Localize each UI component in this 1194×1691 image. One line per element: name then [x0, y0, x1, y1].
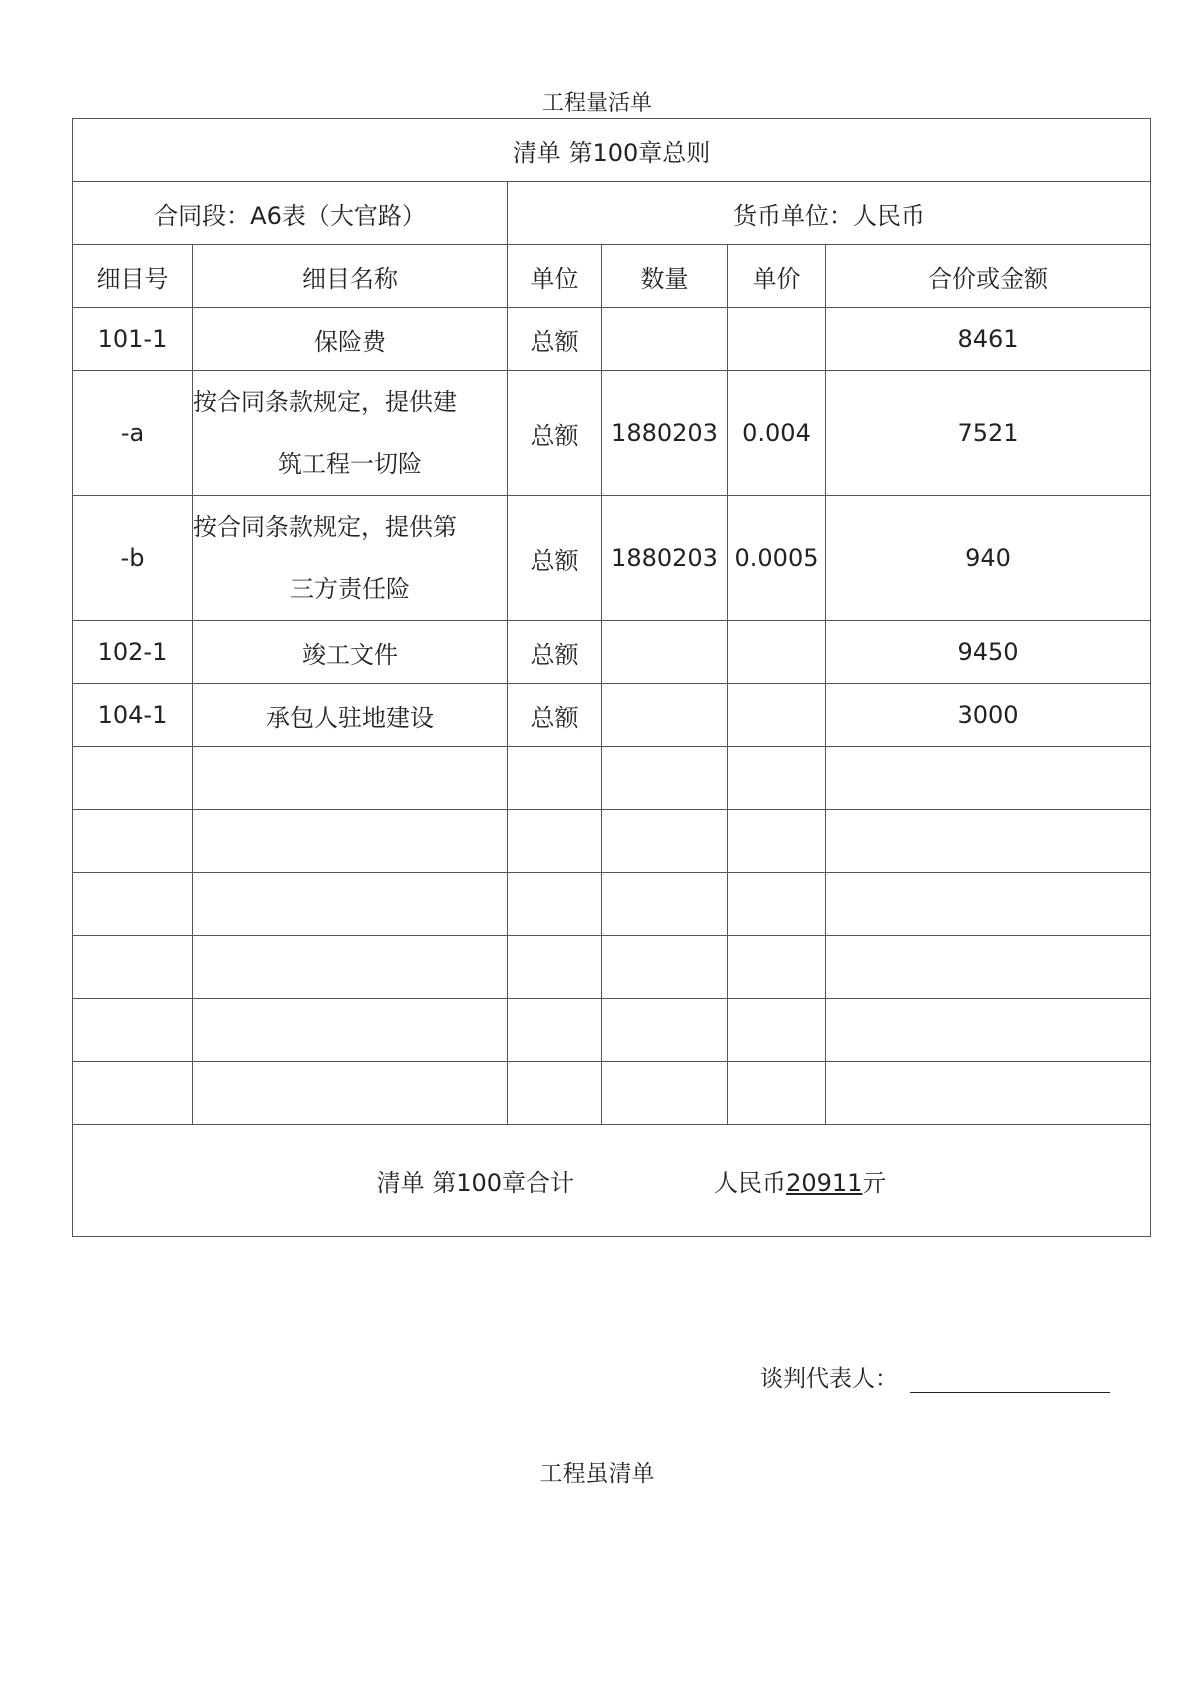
- currency-unit: 货币单位：人民币: [508, 182, 1151, 245]
- representative-signature: [760, 1360, 1110, 1393]
- item-name: 保险费: [193, 308, 508, 371]
- total-suffix: 亓: [862, 1169, 887, 1197]
- item-name: 承包人驻地建设: [193, 684, 508, 747]
- header-unit: 单位: [508, 245, 602, 308]
- total-prefix: 人民币: [714, 1169, 787, 1197]
- table-row: [73, 496, 1151, 621]
- empty-row: [73, 873, 1151, 936]
- empty-row: [73, 747, 1151, 810]
- item-unit: 总额: [508, 684, 602, 747]
- item-amount: 8461: [826, 308, 1151, 371]
- item-unit: 总额: [508, 371, 602, 496]
- item-name: [193, 371, 508, 496]
- meta-row: [73, 182, 1151, 245]
- header-unit-price: 单价: [728, 245, 826, 308]
- table-title-row: [73, 119, 1151, 182]
- item-quantity: 1880203: [602, 496, 728, 621]
- header-row: [73, 245, 1151, 308]
- document-title: 工程量活单: [541, 91, 652, 116]
- item-no: 101-1: [73, 308, 193, 371]
- contract-segment: 合同段：A6表（大官路）: [73, 182, 508, 245]
- item-unit-price: 0.0005: [728, 496, 826, 621]
- item-quantity: [602, 308, 728, 371]
- footer-title: 工程虽清单: [539, 1461, 655, 1487]
- header-quantity: 数量: [602, 245, 728, 308]
- item-name: [193, 496, 508, 621]
- table-row: [73, 621, 1151, 684]
- item-unit: 总额: [508, 496, 602, 621]
- item-no: 104-1: [73, 684, 193, 747]
- total-row: [73, 1125, 1151, 1237]
- item-amount: 7521: [826, 371, 1151, 496]
- table-row: [73, 308, 1151, 371]
- item-unit-price: [728, 684, 826, 747]
- item-amount: 3000: [826, 684, 1151, 747]
- total-amount: 20911: [786, 1169, 863, 1197]
- header-amount: 合价或金额: [826, 245, 1151, 308]
- item-no: 102-1: [73, 621, 193, 684]
- header-item-no: 细目号: [73, 245, 193, 308]
- item-quantity: 1880203: [602, 371, 728, 496]
- item-quantity: [602, 684, 728, 747]
- item-no: -a: [73, 371, 193, 496]
- item-amount: 940: [826, 496, 1151, 621]
- item-name-line-1: 按合同条款规定，提供建: [193, 388, 457, 416]
- item-no: -b: [73, 496, 193, 621]
- bill-of-quantities-table: [72, 118, 1151, 1237]
- item-unit-price: [728, 308, 826, 371]
- table-title: 清单 第100章总则: [73, 119, 1151, 182]
- item-name-line-2: 筑工程一切险: [278, 450, 422, 478]
- item-name: 竣工文件: [193, 621, 508, 684]
- table-row: [73, 684, 1151, 747]
- total-label: 清单 第100章合计: [376, 1169, 575, 1197]
- item-unit: 总额: [508, 621, 602, 684]
- table-row: [73, 371, 1151, 496]
- item-unit: 总额: [508, 308, 602, 371]
- signature-line: [910, 1372, 1110, 1393]
- item-quantity: [602, 621, 728, 684]
- empty-row: [73, 1062, 1151, 1125]
- item-unit-price: [728, 621, 826, 684]
- empty-row: [73, 999, 1151, 1062]
- representative-label: 谈判代表人：: [760, 1366, 898, 1392]
- header-item-name: 细目名称: [193, 245, 508, 308]
- total-value: [714, 1163, 886, 1198]
- empty-row: [73, 936, 1151, 999]
- item-amount: 9450: [826, 621, 1151, 684]
- item-name-line-2: 三方责任险: [290, 575, 410, 603]
- empty-row: [73, 810, 1151, 873]
- item-name-line-1: 按合同条款规定，提供第: [193, 513, 457, 541]
- item-unit-price: 0.004: [728, 371, 826, 496]
- total-cell: [73, 1125, 1151, 1237]
